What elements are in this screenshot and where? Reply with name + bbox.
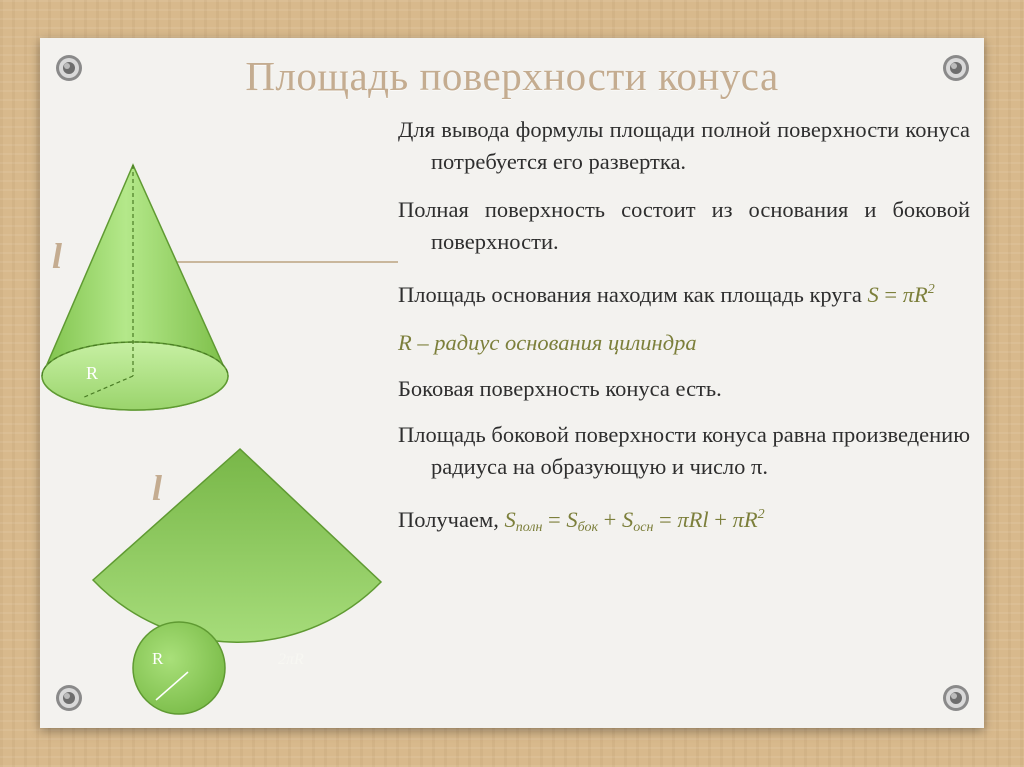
- result-sub-full: полн: [515, 520, 543, 535]
- result-pirl: πRl: [677, 507, 709, 532]
- base-area-text: Площадь основания находим как площадь круга: [398, 282, 868, 307]
- text-column: [398, 114, 970, 560]
- result-s-base: S: [621, 507, 634, 532]
- result-text: Получаем,: [398, 507, 505, 532]
- result-plus1: +: [598, 507, 622, 532]
- formula-exponent: 2: [927, 282, 935, 297]
- formula-pir: πR: [902, 282, 928, 307]
- cone-radius-label: R: [86, 363, 99, 383]
- paragraph-development: Для вывода формулы площади полной поверхности конуса потребуется его развертка.: [398, 117, 970, 174]
- circle-radius-label: R: [152, 649, 164, 668]
- sector-slant-label: l: [152, 468, 163, 508]
- result-exponent: 2: [757, 507, 765, 522]
- result-s-lateral: S: [566, 507, 578, 532]
- result-plus2: +: [708, 507, 733, 532]
- result-sub-base: осн: [633, 520, 654, 535]
- paragraph-base-area: [398, 274, 970, 311]
- result-eq1: =: [542, 507, 567, 532]
- paragraph-full-surface: Полная поверхность состоит из основания и боковой поверхности.: [398, 197, 970, 254]
- lateral-sector: [93, 449, 381, 642]
- result-s-full: S: [504, 507, 516, 532]
- paragraph-lateral-surface: Боковая поверхность конуса есть.: [398, 376, 722, 401]
- base-circle: [133, 622, 225, 714]
- arc-length-label: 2πR: [278, 651, 304, 668]
- paragraph-result: [398, 499, 970, 544]
- result-pir: πR: [732, 507, 758, 532]
- result-eq2: =: [653, 507, 678, 532]
- result-sub-lateral: бок: [577, 520, 599, 535]
- cone-slant-label: l: [52, 236, 63, 276]
- formula-s: S: [867, 282, 879, 307]
- paragraph-radius-definition: R – радиус основания цилиндра: [398, 330, 697, 355]
- page-title: Площадь поверхности конуса: [245, 53, 779, 99]
- paragraph-lateral-area: Площадь боковой поверхности конуса равна произведению радиуса на образующую и число π.: [398, 422, 970, 479]
- formula-eq: =: [878, 282, 903, 307]
